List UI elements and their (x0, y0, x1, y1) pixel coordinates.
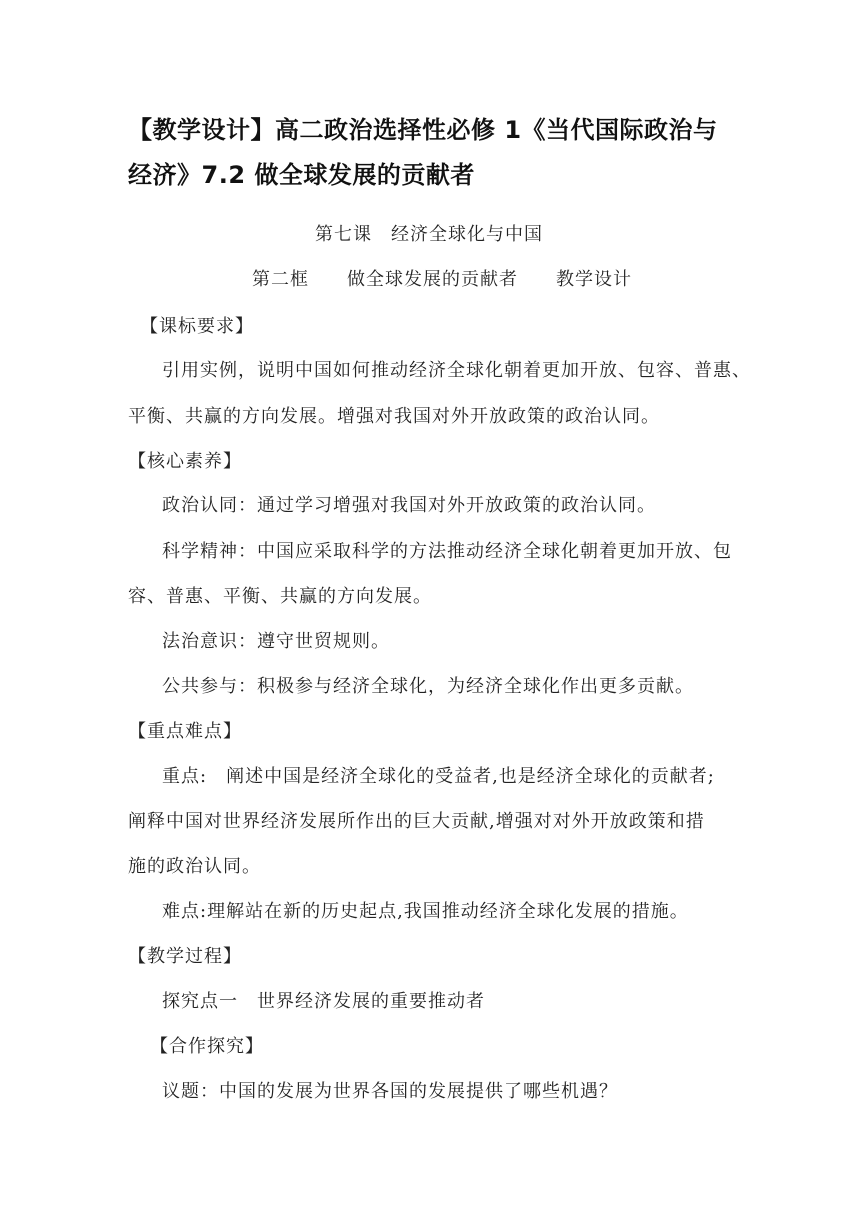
paragraph-line: 探究点一 世界经济发展的重要推动者 (162, 991, 485, 1012)
paragraph-line: 重点: 阐述中国是经济全球化的受益者,也是经济全球化的贡献者; (162, 766, 715, 787)
paragraph-line: 难点:理解站在新的历史起点,我国推动经济全球化发展的措施。 (162, 901, 689, 922)
lesson-subtitle: 第七课 经济全球化与中国 (315, 224, 543, 245)
paragraph-line: 法治意识：遵守世贸规则。 (162, 631, 390, 652)
heading-core-literacy: 【核心素养】 (128, 451, 242, 472)
paragraph-line: 科学精神：中国应采取科学的方法推动经济全球化朝着更加开放、包 (162, 541, 732, 562)
heading-key-points: 【重点难点】 (128, 721, 242, 742)
paragraph-line: 引用实例，说明中国如何推动经济全球化朝着更加开放、包容、普惠、 (162, 360, 751, 381)
paragraph-line: 施的政治认同。 (128, 856, 261, 877)
document-title-line-1: 【教学设计】高二政治选择性必修 1《当代国际政治与 (128, 116, 718, 144)
document-title-line-2: 经济》7.2 做全球发展的贡献者 (128, 161, 475, 189)
heading-curriculum-requirements: 【课标要求】 (140, 316, 254, 337)
heading-teaching-process: 【教学过程】 (128, 946, 242, 967)
paragraph-line: 容、普惠、平衡、共赢的方向发展。 (128, 586, 432, 607)
paragraph-line: 阐释中国对世界经济发展所作出的巨大贡献,增强对对外开放政策和措 (128, 811, 705, 832)
paragraph-line: 平衡、共赢的方向发展。增强对我国对外开放政策的政治认同。 (128, 406, 660, 427)
section-subtitle: 第二框 做全球发展的贡献者 教学设计 (252, 269, 632, 290)
paragraph-line: 议题：中国的发展为世界各国的发展提供了哪些机遇？ (162, 1081, 618, 1102)
paragraph-line: 公共参与：积极参与经济全球化，为经济全球化作出更多贡献。 (162, 676, 694, 697)
paragraph-line: 政治认同：通过学习增强对我国对外开放政策的政治认同。 (162, 495, 656, 516)
heading-cooperative-inquiry: 【合作探究】 (150, 1036, 264, 1057)
